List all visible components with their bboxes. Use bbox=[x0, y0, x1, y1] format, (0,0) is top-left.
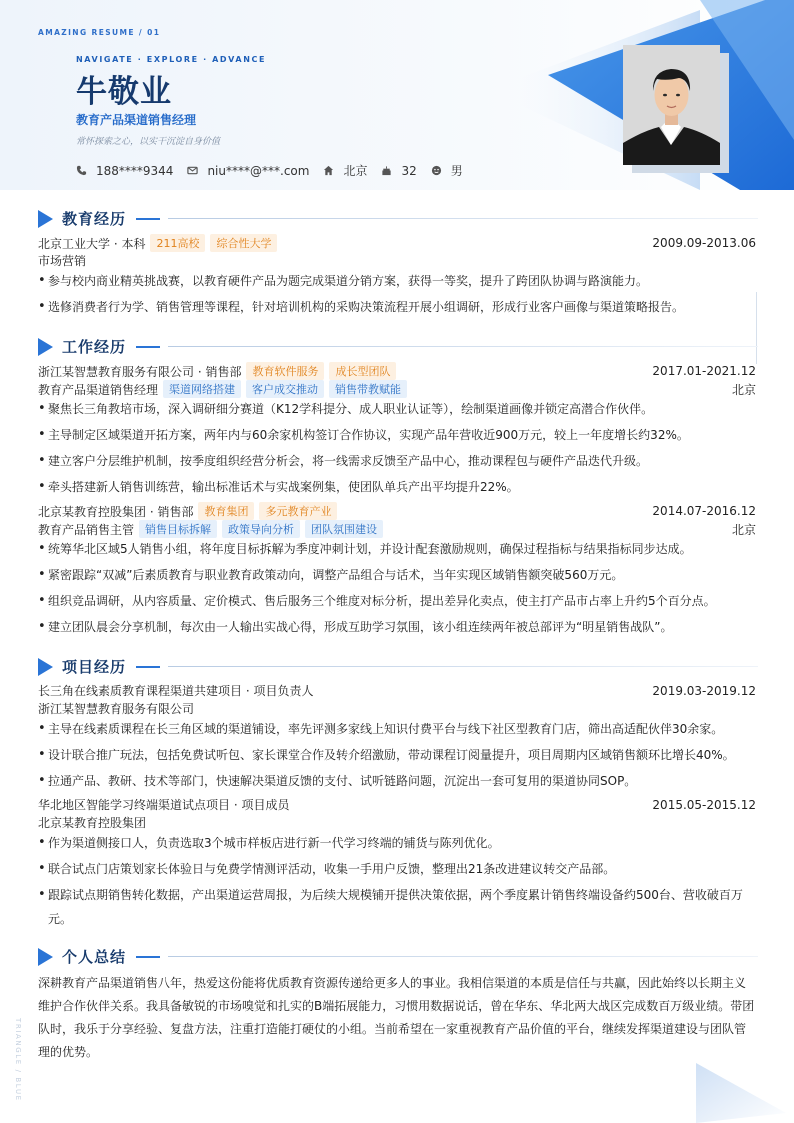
skill-tag: 客户成交推动 bbox=[246, 380, 324, 398]
work-company-row bbox=[38, 362, 756, 380]
portrait-illustration bbox=[623, 45, 720, 165]
list-item: • 紧密跟踪“双减”后素质教育与职业教育政策动向，调整产品组合与话术，当年实现区域销售额突破560万元。 bbox=[38, 563, 750, 587]
section-arrow-icon bbox=[38, 210, 53, 228]
work-location: 北京 bbox=[731, 522, 756, 537]
section-work bbox=[38, 336, 758, 357]
contact-gender-text: 男 bbox=[450, 164, 463, 178]
education-row bbox=[38, 234, 756, 252]
contact-phone-text: 188****9344 bbox=[96, 163, 174, 178]
section-dash bbox=[136, 666, 160, 668]
section-summary bbox=[38, 946, 758, 967]
skill-tag: 销售带教赋能 bbox=[329, 380, 407, 398]
work-title-row bbox=[38, 380, 756, 398]
contact-age bbox=[381, 164, 416, 178]
section-rule bbox=[168, 666, 758, 667]
contact-list bbox=[76, 162, 477, 179]
project-org: 北京某教育控股集团 bbox=[38, 816, 147, 830]
profile-photo bbox=[623, 45, 720, 165]
work-date: 2017.01-2021.12 bbox=[652, 364, 756, 378]
list-item: • 组织竞品调研，从内容质量、定价模式、售后服务三个维度对标分析，提出差异化卖点，使主打产品市占率上升约5个百分点。 bbox=[38, 589, 750, 613]
contact-age-text: 32 bbox=[401, 163, 417, 178]
project-row bbox=[38, 682, 756, 699]
section-title: 个人总结 bbox=[62, 948, 127, 966]
education-tag: 综合性大学 bbox=[210, 234, 277, 252]
section-title: 项目经历 bbox=[62, 658, 127, 676]
project-org-row bbox=[38, 700, 756, 717]
section-dash bbox=[136, 956, 160, 958]
skill-tag: 团队氛围建设 bbox=[305, 520, 383, 538]
contact-gender bbox=[431, 162, 463, 179]
school-name: 北京工业大学 · 本科 bbox=[38, 236, 146, 251]
list-item: • 牵头搭建新人销售训练营，输出标准话术与实战案例集，使团队单兵产出平均提升22%。 bbox=[38, 475, 750, 499]
contact-city-text: 北京 bbox=[343, 164, 368, 178]
project-row bbox=[38, 796, 756, 813]
contact-email bbox=[187, 164, 309, 178]
work-title: 教育产品渠道销售经理 bbox=[38, 382, 159, 397]
side-watermark: TRIANGLE / BLUE bbox=[14, 1018, 22, 1102]
candidate-role: 教育产品渠道销售经理 bbox=[76, 113, 197, 127]
list-item: • 跟踪试点期销售转化数据，产出渠道运营周报，为后续大规模铺开提供决策依据，两个季度累计销售终端设备约500台、营收破百万元。 bbox=[38, 883, 750, 931]
education-tag: 211高校 bbox=[150, 234, 205, 252]
nav-tag: NAVIGATE · EXPLORE · ADVANCE bbox=[76, 55, 267, 64]
project-name: 华北地区智能学习终端渠道试点项目 · 项目成员 bbox=[38, 798, 290, 812]
project-name: 长三角在线素质教育课程渠道共建项目 · 项目负责人 bbox=[38, 684, 314, 698]
project-org: 浙江某智慧教育服务有限公司 bbox=[38, 702, 195, 716]
skill-tag: 政策导向分析 bbox=[222, 520, 300, 538]
section-dash bbox=[136, 346, 160, 348]
contact-phone bbox=[76, 164, 173, 178]
list-item: • 拉通产品、教研、技术等部门，快速解决渠道反馈的支付、试听链路问题，沉淀出一套可复用的渠道协同SOP。 bbox=[38, 769, 750, 793]
list-item: • 统筹华北区域5人销售小组，将年度目标拆解为季度冲刺计划，并设计配套激励规则，确保过程指标与结果指标同步达成。 bbox=[38, 537, 750, 561]
project-date: 2015.05-2015.12 bbox=[652, 797, 756, 812]
education-date: 2009.09-2013.06 bbox=[652, 236, 756, 250]
work-company: 浙江某智慧教育服务有限公司 · 销售部 bbox=[38, 364, 242, 379]
work-company-row bbox=[38, 502, 756, 520]
section-rule bbox=[168, 346, 758, 347]
brand-tag: AMAZING RESUME / 01 bbox=[38, 28, 161, 37]
section-dash bbox=[136, 218, 160, 220]
skill-tag: 渠道网络搭建 bbox=[163, 380, 241, 398]
work-company: 北京某教育控股集团 · 销售部 bbox=[38, 504, 194, 519]
cake-icon bbox=[381, 165, 392, 176]
work-title: 教育产品销售主管 bbox=[38, 522, 135, 537]
phone-icon bbox=[76, 165, 87, 176]
company-tag: 教育软件服务 bbox=[246, 362, 324, 380]
candidate-motto: 常怀探索之心，以实干沉淀自身价值 bbox=[76, 137, 221, 147]
section-rule bbox=[168, 218, 758, 219]
home-icon bbox=[323, 165, 334, 176]
skill-tag: 销售目标拆解 bbox=[139, 520, 217, 538]
list-item: • 选修消费者行为学、销售管理等课程，针对培训机构的采购决策流程开展小组调研，形成行业客户画像与渠道策略报告。 bbox=[38, 295, 750, 319]
face-icon bbox=[431, 165, 442, 176]
section-projects bbox=[38, 656, 758, 677]
list-item: • 建立客户分层维护机制，按季度组织经营分析会，将一线需求反馈至产品中心，推动课程包与硬件产品迭代升级。 bbox=[38, 449, 750, 473]
footer-triangle-decoration bbox=[696, 1063, 786, 1123]
section-rule bbox=[168, 956, 758, 957]
education-major-row bbox=[38, 252, 756, 269]
list-item: • 联合试点门店策划家长体验日与免费学情测评活动，收集一手用户反馈，整理出21条改进建议转交产品部。 bbox=[38, 857, 750, 881]
section-title: 工作经历 bbox=[62, 338, 127, 356]
company-tag: 成长型团队 bbox=[329, 362, 396, 380]
contact-email-text: niu****@***.com bbox=[207, 163, 310, 178]
work-title-row bbox=[38, 520, 756, 538]
work-date: 2014.07-2016.12 bbox=[652, 504, 756, 518]
list-item: • 聚焦长三角教培市场，深入调研细分赛道（K12学科提分、成人职业认证等），绘制渠道画像并锁定高潜合作伙伴。 bbox=[38, 397, 750, 421]
list-item: • 设计联合推广玩法，包括免费试听包、家长课堂合作及转介绍激励，带动课程订阅量提升，项目周期内区域销售额环比增长40%。 bbox=[38, 743, 750, 767]
company-tag: 多元教育产业 bbox=[259, 502, 337, 520]
list-item: • 参与校内商业精英挑战赛，以教育硬件产品为题完成渠道分销方案，获得一等奖，提升了跨团队协调与路演能力。 bbox=[38, 269, 750, 293]
list-item: • 主导在线素质课程在长三角区域的渠道铺设，率先评测多家线上知识付费平台与线下社区型教育门店，筛出高适配伙伴30余家。 bbox=[38, 717, 750, 741]
list-item: • 主导制定区域渠道开拓方案，两年内与60余家机构签订合作协议，实现产品年营收近900万元，较上一年度增长约32%。 bbox=[38, 423, 750, 447]
project-org-row bbox=[38, 814, 756, 831]
list-item: • 作为渠道侧接口人，负责选取3个城市样板店进行新一代学习终端的铺货与陈列优化。 bbox=[38, 831, 750, 855]
section-education bbox=[38, 208, 758, 229]
section-arrow-icon bbox=[38, 658, 53, 676]
project-date: 2019.03-2019.12 bbox=[652, 683, 756, 698]
company-tag: 教育集团 bbox=[198, 502, 254, 520]
section-arrow-icon bbox=[38, 338, 53, 356]
education-major: 市场营销 bbox=[38, 254, 87, 268]
contact-city bbox=[323, 162, 367, 179]
mail-icon bbox=[187, 165, 198, 176]
summary-text: 深耕教育产品渠道销售八年，热爱这份能将优质教育资源传递给更多人的事业。我相信渠道的本质是信任与共赢，因此始终以长期主义维护合作伙伴关系。我具备敏锐的市场嗅觉和扎实的B端拓展能力，习惯用数据说话，曾在华东、华北两大战区完成数百万级业绩。带团队时，我乐于分享经验、复盘方法，注重打造能打硬仗的小组。当前希望在一家重视教育产品价值的平台，继续发挥渠道建设与团队管理的优势。 bbox=[38, 976, 755, 1059]
candidate-name: 牛敬业 bbox=[76, 74, 172, 110]
section-title: 教育经历 bbox=[62, 210, 127, 228]
list-item: • 建立团队晨会分享机制，每次由一人输出实战心得，形成互助学习氛围，该小组连续两年被总部评为“明星销售战队”。 bbox=[38, 615, 750, 639]
section-arrow-icon bbox=[38, 948, 53, 966]
work-location: 北京 bbox=[731, 382, 756, 397]
